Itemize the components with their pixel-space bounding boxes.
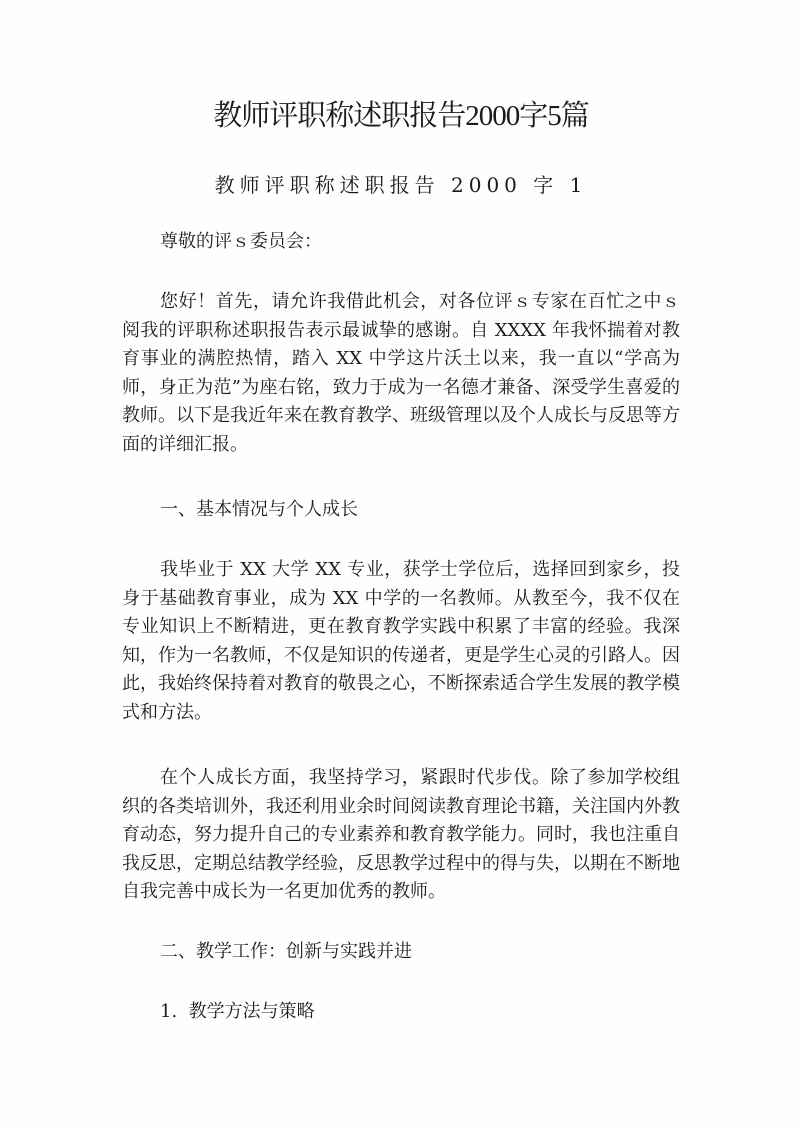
report-subtitle: 教师评职称述职报告 2000 字 1 xyxy=(214,173,588,197)
section-1-paragraph-2: 在个人成长方面，我坚持学习，紧跟时代步伐。除了参加学校组织的各类培训外，我还利用业余时间阅读教育理论书籍，关注国内外教育动态，努力提升自己的专业素养和教育教学能力。同时，我也注重自我反思，定期总结教学经验，反思教学过程中的得与失，以期在不断地自我完善中成长为一名更加优秀的教师。 xyxy=(122,767,680,903)
salutation: 尊敬的评ｓ委员会： xyxy=(160,231,322,252)
section-heading-1: 一、基本情况与个人成长 xyxy=(160,499,358,520)
intro-paragraph: 您好！首先，请允许我借此机会，对各位评ｓ专家在百忙之中ｓ阅我的评职称述职报告表示最诚挚的感谢。自 XXXX 年我怀揣着对教育事业的满腔热情，踏入 XX 中学这片沃土以来，我一直以“学高为师，身正为范”为座右铭，致力于成为一名德才兼备、深受学生喜爱的教师。以下是我近年来在教育教学、班级管理以及个人成长与反思等方面的详细汇报。 xyxy=(122,291,680,455)
section-heading-2: 二、教学工作：创新与实践并进 xyxy=(160,941,412,962)
section-1-paragraph-1: 我毕业于 XX 大学 XX 专业，获学士学位后，选择回到家乡，投身于基础教育事业，成为 XX 中学的一名教师。从教至今，我不仅在专业知识上不断精进，更在教育教学实践中积累了丰富的经验。我深知，作为一名教师，不仅是知识的传递者，更是学生心灵的引路人。因此，我始终保持着对教育的敬畏之心，不断探索适合学生发展的教学模式和方法。 xyxy=(122,559,680,723)
document-title: 教师评职称述职报告2000字5篇 xyxy=(213,100,589,132)
subsection-heading-1: 1. 教学方法与策略 xyxy=(160,1001,315,1022)
